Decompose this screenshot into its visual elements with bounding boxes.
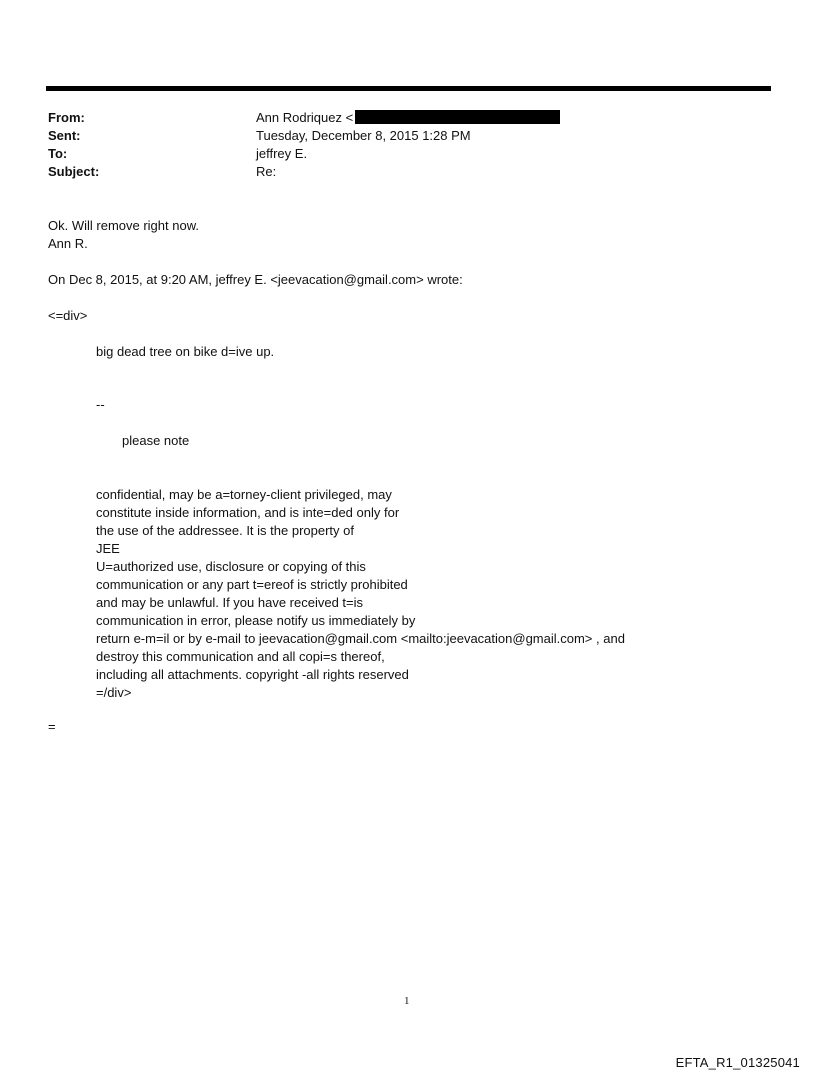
disclaimer-line: destroy this communication and all copi=s thereof,: [96, 649, 385, 664]
trailing-equals: =: [48, 719, 56, 734]
subject-label: Subject:: [48, 164, 100, 179]
disclaimer-line: constitute inside information, and is inte=ded only for: [96, 505, 400, 520]
disclaimer-line: U=authorized use, disclosure or copying of this: [96, 559, 366, 574]
subject-value: Re:: [256, 164, 277, 179]
sent-value: Tuesday, December 8, 2015 1:28 PM: [256, 128, 471, 143]
from-name: Ann Rodriquez <: [256, 110, 354, 125]
document-id: EFTA_R1_01325041: [675, 1055, 800, 1070]
disclaimer-line: return e-m=il or by e-mail to jeevacation@gmail.com <mailto:jeevacation@gmail.com> , and: [96, 631, 625, 646]
disclaimer-line: communication or any part t=ereof is strictly prohibited: [96, 577, 408, 592]
disclaimer-line: and may be unlawful. If you have received t=is: [96, 595, 364, 610]
redaction-block: [355, 110, 560, 124]
please-note: please note: [122, 433, 190, 448]
div-open-tag: <=div>: [48, 308, 88, 323]
disclaimer-line: JEE: [96, 541, 120, 556]
from-value: [256, 109, 560, 127]
quoted-message: big dead tree on bike d=ive up.: [96, 344, 275, 359]
quote-intro: On Dec 8, 2015, at 9:20 AM, jeffrey E. <jeevacation@gmail.com> wrote:: [48, 272, 463, 287]
to-label: To:: [48, 146, 68, 161]
sent-label: Sent:: [48, 128, 81, 143]
disclaimer-line: including all attachments. copyright -all rights reserved: [96, 667, 409, 682]
from-label: From:: [48, 110, 85, 125]
signature-separator: --: [96, 397, 105, 412]
div-close-tag: =/div>: [96, 685, 132, 700]
reply-line-1: Ok. Will remove right now.: [48, 218, 199, 233]
to-value: jeffrey E.: [256, 146, 308, 161]
disclaimer-line: communication in error, please notify us immediately by: [96, 613, 416, 628]
reply-signature: Ann R.: [48, 236, 88, 251]
disclaimer-line: confidential, may be a=torney-client privileged, may: [96, 487, 392, 502]
page-number: 1: [404, 995, 410, 1007]
disclaimer-line: the use of the addressee. It is the property of: [96, 523, 354, 538]
header-divider: [46, 86, 771, 91]
